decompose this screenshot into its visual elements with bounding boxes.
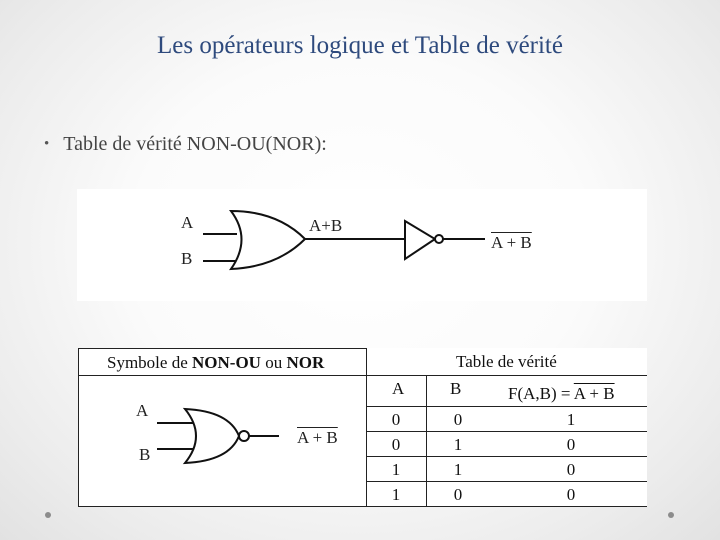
truth-table bbox=[366, 348, 647, 507]
symbol-box bbox=[78, 348, 366, 507]
top-output-label: A + B bbox=[491, 233, 532, 252]
row4-f: 0 bbox=[566, 485, 576, 504]
symbol-heading-nor: NOR bbox=[286, 353, 325, 372]
row2-b: 1 bbox=[453, 435, 463, 454]
table-bottom-rule bbox=[366, 506, 647, 507]
row1-f: 1 bbox=[566, 410, 576, 429]
table-row-rule-2 bbox=[366, 456, 647, 457]
bullet-dot-icon: • bbox=[44, 136, 50, 152]
symbol-heading-prefix: Symbole de bbox=[107, 353, 192, 372]
or-inverter-svg bbox=[77, 189, 647, 301]
inverter-triangle-icon bbox=[405, 221, 435, 259]
bullet-item bbox=[44, 133, 327, 156]
symbol-heading-mid: ou bbox=[260, 353, 287, 372]
sym-input-b-label: B bbox=[139, 445, 151, 464]
sym-output-label: A + B bbox=[297, 428, 338, 447]
inverter-bubble-icon bbox=[435, 235, 443, 243]
header-f-expr: A + B bbox=[573, 384, 615, 403]
or-inverter-diagram bbox=[77, 189, 647, 301]
row3-b: 1 bbox=[453, 460, 463, 479]
bullet-text: Table de vérité NON-OU(NOR): bbox=[63, 133, 327, 155]
truth-table-title: Table de vérité bbox=[456, 352, 557, 371]
wire-label: A+B bbox=[309, 216, 343, 235]
table-row-rule-1 bbox=[366, 431, 647, 432]
symbol-heading-nonou: NON-OU bbox=[192, 353, 261, 372]
right-dot-icon bbox=[668, 512, 674, 518]
nor-symbol-and-table bbox=[78, 348, 647, 507]
table-header-rule bbox=[366, 375, 647, 376]
left-dot-icon bbox=[45, 512, 51, 518]
row3-a: 1 bbox=[391, 460, 401, 479]
row1-b: 0 bbox=[453, 410, 463, 429]
nor-bubble-icon bbox=[239, 431, 249, 441]
row4-a: 1 bbox=[391, 485, 401, 504]
table-row-rule-3 bbox=[366, 481, 647, 482]
top-input-b-label: B bbox=[181, 249, 193, 268]
header-f bbox=[508, 384, 615, 404]
sym-input-a-label: A bbox=[136, 401, 149, 420]
row2-f: 0 bbox=[566, 435, 576, 454]
top-input-a-label: A bbox=[181, 213, 194, 232]
header-f-prefix: F(A,B) = bbox=[508, 384, 574, 403]
row2-a: 0 bbox=[391, 435, 401, 454]
row4-b: 0 bbox=[453, 485, 463, 504]
row3-f: 0 bbox=[566, 460, 576, 479]
header-a: A bbox=[392, 379, 405, 398]
row1-a: 0 bbox=[391, 410, 401, 429]
nor-gate-icon bbox=[185, 409, 239, 463]
or-gate-icon bbox=[231, 211, 305, 269]
header-b: B bbox=[450, 379, 462, 398]
table-head-bottom-rule bbox=[366, 406, 647, 407]
slide-title: Les opérateurs logique et Table de vérité bbox=[157, 32, 563, 59]
